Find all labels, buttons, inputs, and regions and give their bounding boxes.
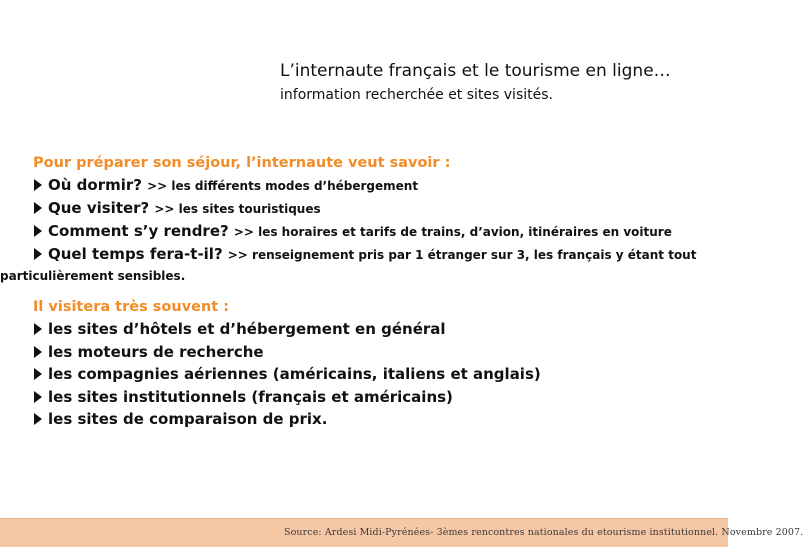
arrow-bullet-icon: [34, 391, 42, 403]
answer: >> les sites touristiques: [154, 202, 321, 216]
list-item: [33, 408, 541, 431]
list-item: [33, 197, 696, 220]
list-item: [33, 243, 696, 266]
answer: >> les différents modes d’hébergement: [147, 179, 419, 193]
section-visits: [33, 296, 541, 431]
footer-bar: [0, 518, 803, 547]
list-item-label: les compagnies aériennes (américains, italiens et anglais): [48, 365, 541, 383]
section-heading: Il visitera très souvent :: [33, 299, 230, 315]
question: Que visiter?: [48, 199, 150, 217]
source-citation: Source: Ardesi Midi-Pyrénées- 3èmes rencontres nationales du etourisme institutionnel. Novembre 2007.: [284, 527, 803, 538]
arrow-bullet-icon: [34, 346, 42, 358]
list-item-label: les sites de comparaison de prix.: [48, 410, 328, 428]
list-item: [33, 318, 541, 341]
arrow-bullet-icon: [34, 413, 42, 425]
arrow-bullet-icon: [34, 179, 42, 191]
page-title: L’internaute français et le tourisme en ligne…: [280, 61, 671, 81]
question: Quel temps fera-t-il?: [48, 245, 223, 263]
list-item-label: les sites institutionnels (français et américains): [48, 387, 453, 406]
list-item: [33, 341, 541, 364]
question: Où dormir?: [48, 176, 142, 194]
title-block: [280, 58, 671, 106]
section-heading: Pour préparer son séjour, l’internaute veut savoir :: [33, 155, 451, 171]
list-item: [33, 386, 541, 409]
list-item: [33, 174, 696, 197]
list-item: [33, 220, 696, 243]
section-preparation: [0, 152, 697, 286]
arrow-bullet-icon: [34, 368, 42, 380]
page-subtitle: information recherchée et sites visités.: [280, 87, 553, 103]
list-item: [33, 363, 541, 386]
list-item-label: les sites d’hôtels et d’hébergement en général: [48, 320, 446, 338]
arrow-bullet-icon: [34, 225, 42, 237]
answer: >> les horaires et tarifs de trains, d’avion, itinéraires en voiture: [233, 225, 672, 239]
arrow-bullet-icon: [34, 202, 42, 214]
list-item-label: les moteurs de recherche: [48, 342, 264, 361]
arrow-bullet-icon: [34, 323, 42, 335]
question: Comment s’y rendre?: [48, 222, 229, 240]
answer: >> renseignement pris par 1 étranger sur 3, les français y étant tout: [227, 248, 697, 262]
answer-continuation: particulièrement sensibles.: [0, 269, 186, 283]
arrow-bullet-icon: [34, 248, 42, 260]
